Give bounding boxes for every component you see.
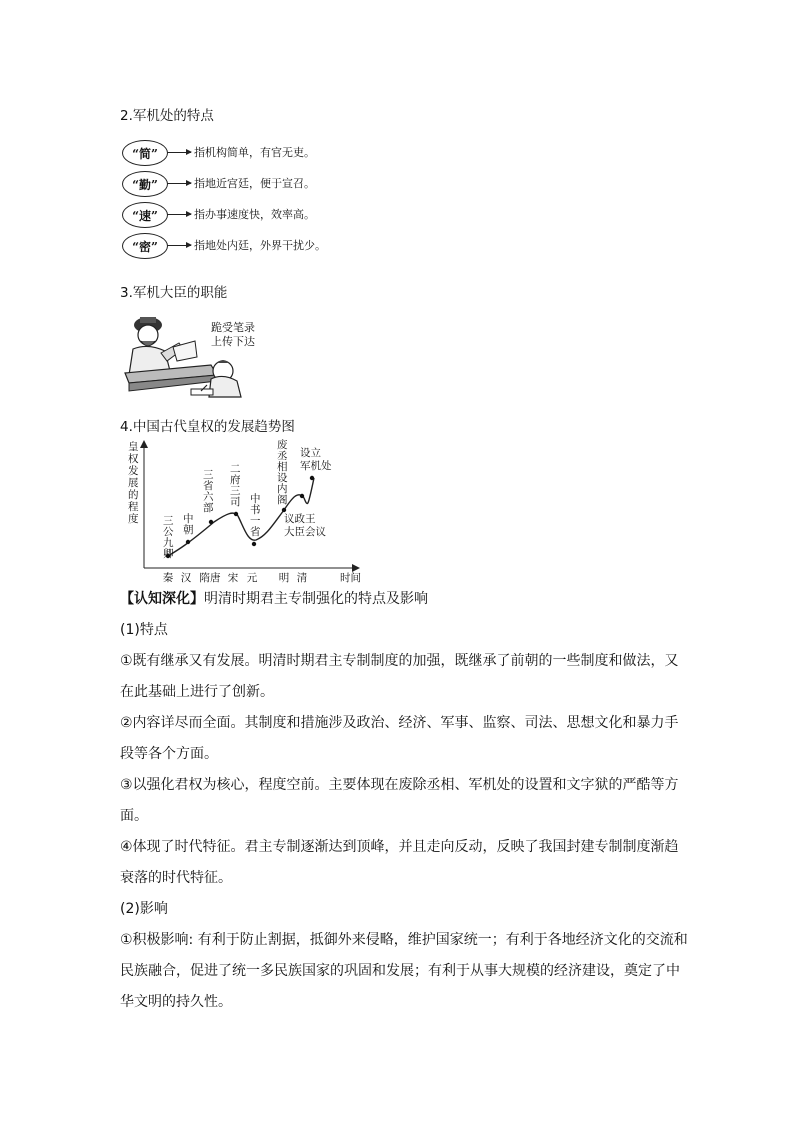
paragraph: ①既有继承又有发展。明清时期君主专制制度的加强，既继承了前朝的一些制度和做法，又在此基础上进行了创新。 [120,653,679,700]
x-tick-label: 元 [246,572,258,584]
paragraph: ③以强化君权为核心，程度空前。主要体现在废除丞相、军机处的设置和文字狱的严酷等方面。 [120,777,679,824]
subheading: (1)特点 [120,622,168,638]
annotation-label: 议政王大臣会议 [284,513,326,538]
feature-row [118,138,378,169]
annotation-label: 废丞相设内阁 [277,439,288,506]
data-point [209,520,213,524]
x-tick-label: 汉 [180,572,192,584]
feature-desc: 指办事速度快，效率高。 [194,208,315,221]
deepen-heading [120,584,690,615]
illustration-caption [211,321,255,349]
feature-key: “简” [122,140,168,166]
section3-title: 3.军机大臣的职能 [120,285,228,301]
feature-desc: 指地近宫廷，便于宣召。 [194,177,315,190]
annotation-label: 三公九卿 [163,515,174,560]
annotation-label: 二府三司 [230,463,241,508]
data-point [300,494,304,498]
annotation-label: 设立军机处 [300,447,332,472]
x-tick-label: 清 [296,572,308,584]
feature-key: “勤” [122,171,168,197]
paragraph: ①积极影响: 有利于防止割据，抵御外来侵略，维护国家统一；有利于各地经济文化的交流和民族融合，促进了统一多民族国家的巩固和发展；有利于从事大规模的经济建设，奠定了中华文明的持久性。 [120,932,688,1010]
data-point [186,540,190,544]
annotation-label: 中书一省 [250,493,261,538]
paragraph: ④体现了时代特征。君主专制逐渐达到顶峰，并且走向反动，反映了我国封建专制制度渐趋衰落的时代特征。 [120,839,679,886]
feature-key: “密” [122,233,168,259]
features-diagram [118,138,378,262]
x-tick-label: 隋唐 [199,572,221,584]
feature-desc: 指地处内廷，外界干扰少。 [194,239,326,252]
subheading: (2)影响 [120,901,168,917]
section2-title: 2.军机处的特点 [120,108,214,124]
caption-line: 跪受笔录 [211,321,255,334]
x-axis-arrow-icon [352,564,360,572]
imperial-power-chart [116,438,366,586]
arrow-icon [167,183,191,184]
data-point [310,476,314,480]
deepen-tag: 【认知深化】 [120,591,204,607]
arrow-icon [167,214,191,215]
deepen-title: 明清时期君主专制强化的特点及影响 [204,591,428,607]
data-point [252,542,256,546]
feature-row [118,231,378,262]
x-tick-label: 秦 [162,572,174,584]
feature-row [118,169,378,200]
data-point [282,508,286,512]
annotation-label: 中朝 [183,513,194,536]
section4-title: 4.中国古代皇权的发展趋势图 [120,419,295,435]
x-tick-label: 宋 [227,572,239,584]
arrow-icon [167,152,191,153]
caption-line: 上传下达 [211,335,255,348]
annotation-label: 三省六部 [203,469,214,514]
data-point [234,512,238,516]
y-axis-arrow-icon [140,440,148,448]
arrow-icon [167,245,191,246]
x-tick-label: 明 [278,572,290,584]
y-axis-label: 皇权发展的程度 [128,441,139,525]
feature-row [118,200,378,231]
paragraph: ②内容详尽而全面。其制度和措施涉及政治、经济、军事、监察、司法、思想文化和暴力手段等各个方面。 [120,715,679,762]
feature-key: “速” [122,202,168,228]
x-axis-label: 时间 [340,572,361,584]
deepen-section [120,584,690,1018]
feature-desc: 指机构简单，有官无吏。 [194,146,315,159]
